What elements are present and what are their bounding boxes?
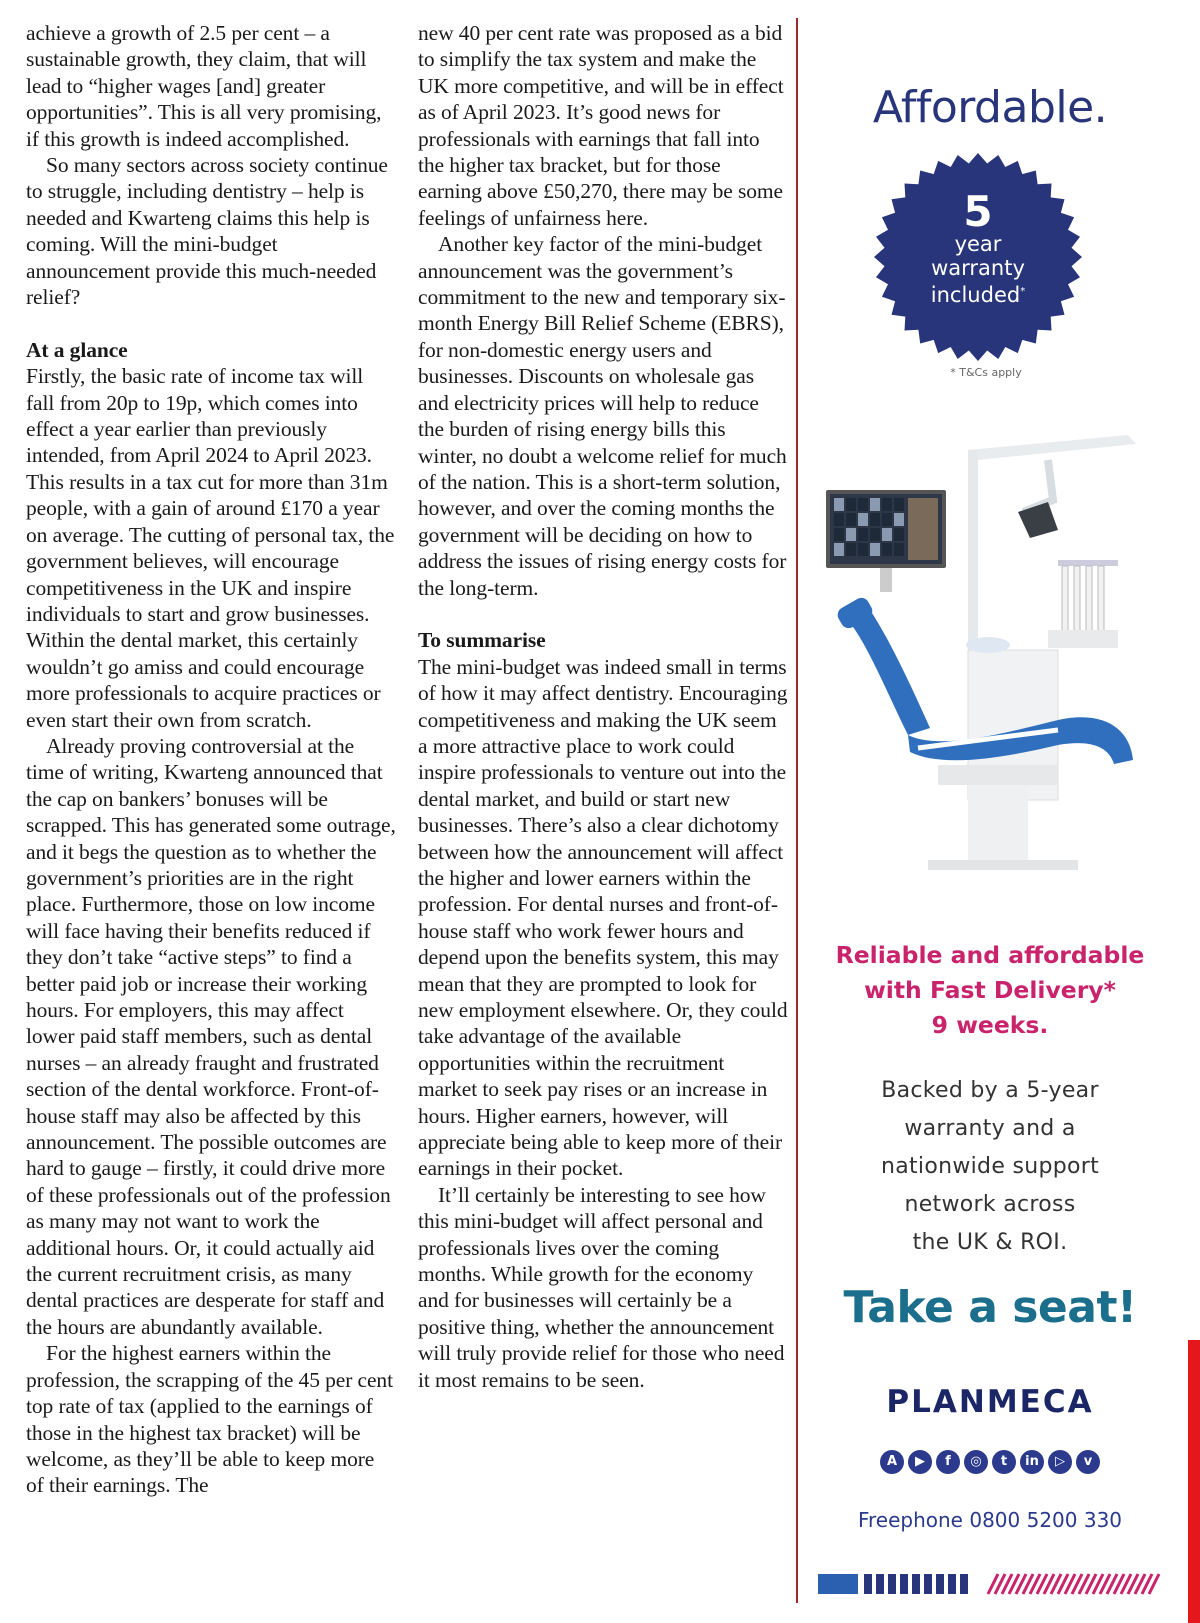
section-heading: To summarise [418, 628, 546, 653]
article-column-left [26, 20, 396, 1499]
twitter-icon[interactable]: t [992, 1450, 1016, 1474]
youtube-icon[interactable]: ▶ [908, 1450, 932, 1474]
article-paragraph: Already proving controversial at the time of writing, Kwarteng announced that the cap on bankers’ bonuses will be scrapped. This has generated some outrage, and it begs the question as to whether the government’s priorities are in the right place. Furthermore, those on low income will face having their benefits reduced if they don’t take “active steps” to find a better paid job or increase their working hours. For employers, this may affect lower paid staff members, such as dental nurses – an already fraught and frustrated section of the dental workforce. Front-of-house staff may also be affected by this announcement. The possible outcomes are hard to gauge – firstly, it could drive more of these professionals out of the profession as many may not want to work the additional hours. Or, it could actually aid the current recruitment crisis, as many dental practices are desperate for staff and the hours are abundantly available. [26, 733, 396, 1339]
facebook-icon[interactable]: f [936, 1450, 960, 1474]
seal-line-year: year [954, 232, 1002, 256]
vimeo-icon[interactable]: v [1076, 1450, 1100, 1474]
ad-tagline-line: with Fast Delivery* [864, 976, 1116, 1004]
ad-support-line: network across [904, 1192, 1076, 1217]
ad-tagline [818, 938, 1162, 1043]
article-paragraph: For the highest earners within the profession, the scrapping of the 45 per cent top rate of tax (applied to the earnings of those in the highest tax bracket) will be welcome, as they’ll be able to keep more of their earnings. The [26, 1341, 393, 1498]
section-heading: At a glance [26, 337, 128, 362]
ad-support-line: Backed by a 5-year [881, 1078, 1099, 1103]
terms-note: * T&Cs apply [950, 366, 1022, 379]
app-icon[interactable]: A [880, 1450, 904, 1474]
brand-logo: PLANMECA [886, 1384, 1094, 1420]
column-divider [796, 18, 798, 1603]
article-paragraph: achieve a growth of 2.5 per cent – a sustainable growth, they claim, that will lead to “higher wages [and] greater opportunities”. This is all very promising, if this growth is indeed accomplished. [26, 21, 382, 151]
warranty-seal-text [873, 152, 1083, 362]
article-paragraph: The mini-budget was indeed small in terms of how it may affect dentistry. Encouraging competitiveness and making the UK seem a more attractive place to work could inspire professionals to venture out into the dental market, and build or start new businesses. There’s also a clear dichotomy between how the announcement will affect the higher and lower earners within the profession. For dental nurses and front-of-house staff who work fewer hours and depend upon the benefits system, this may mean that they are prompted to look for new employment elsewhere. Or, they could take advantage of the available opportunities within the recruitment market to seek pay rises or an increase in hours. Higher earners, however, will appreciate being able to keep more of their earnings in their pocket. [418, 654, 788, 1181]
article-paragraph: Firstly, the basic rate of income tax will fall from 20p to 19p, which comes into effect a year earlier than previously intended, from April 2024 to April 2023. This results in a tax cut for more than 31m people, with a gain of around £170 a year on average. The cutting of personal tax, the government believes, will encourage competitiveness in the UK and inspire individuals to start and grow businesses. Within the dental market, this certainly wouldn’t go amiss and could encourage more professionals to acquire practices or even start their own from scratch. [26, 364, 395, 732]
youtube-alt-icon[interactable]: ▷ [1048, 1450, 1072, 1474]
ad-headline: Affordable. [872, 82, 1108, 133]
ad-support-text [818, 1072, 1162, 1262]
article-paragraph: It’ll certainly be interesting to see how this mini-budget will affect personal and professionals lives over the coming months. While growth for the economy and for businesses will certainly be a positive thing, whether the announcement will truly provide relief for those who need it most remains to be seen. [418, 1182, 785, 1392]
freephone-number: Freephone 0800 5200 330 [857, 1508, 1123, 1532]
ad-support-line: nationwide support [880, 1154, 1100, 1179]
article-paragraph: new 40 per cent rate was proposed as a bid to simplify the tax system and make the UK more competitive, and will be in effect as of April 2023. It’s good news for professionals with earnings that fall into the higher tax bracket, but for those earning above £50,270, there may be some feelings of unfairness here. [418, 21, 784, 230]
seal-line-warranty: warranty [931, 256, 1025, 280]
social-icons [880, 1450, 1100, 1476]
dental-chair-image [818, 430, 1162, 910]
seal-number: 5 [963, 187, 993, 236]
linkedin-icon[interactable]: in [1020, 1450, 1044, 1474]
article-paragraph: So many sectors across society continue to struggle, including dentistry – help is needed and Kwarteng claims this help is coming. Will the mini-budget announcement provide this much-needed relief? [26, 153, 388, 310]
ad-tagline-line: Reliable and affordable [835, 941, 1145, 969]
page-edge-marker [1188, 1340, 1200, 1623]
ad-call-to-action: Take a seat! [843, 1282, 1137, 1333]
ad-support-line: the UK & ROI. [912, 1230, 1068, 1255]
planmeca-advert [818, 0, 1162, 1623]
article-paragraph: Another key factor of the mini-budget announcement was the government’s commitment to the new and temporary six-month Energy Bill Relief Scheme (EBRS), for non-domestic energy users and businesses. Discounts on wholesale gas and electricity prices will help to reduce the burden of rising energy bills this winter, no doubt a welcome relief for much of the nation. This is a short-term solution, however, and over the coming months the government will be deciding on how to address the issues of rising energy costs for the long-term. [418, 232, 787, 600]
ad-support-line: warranty and a [904, 1116, 1076, 1141]
seal-line-included: included* [930, 283, 1026, 307]
article-column-middle [418, 20, 788, 1393]
ad-tagline-line: 9 weeks. [931, 1011, 1049, 1039]
ad-footer-stripe [818, 1572, 1162, 1596]
instagram-icon[interactable]: ◎ [964, 1450, 988, 1474]
